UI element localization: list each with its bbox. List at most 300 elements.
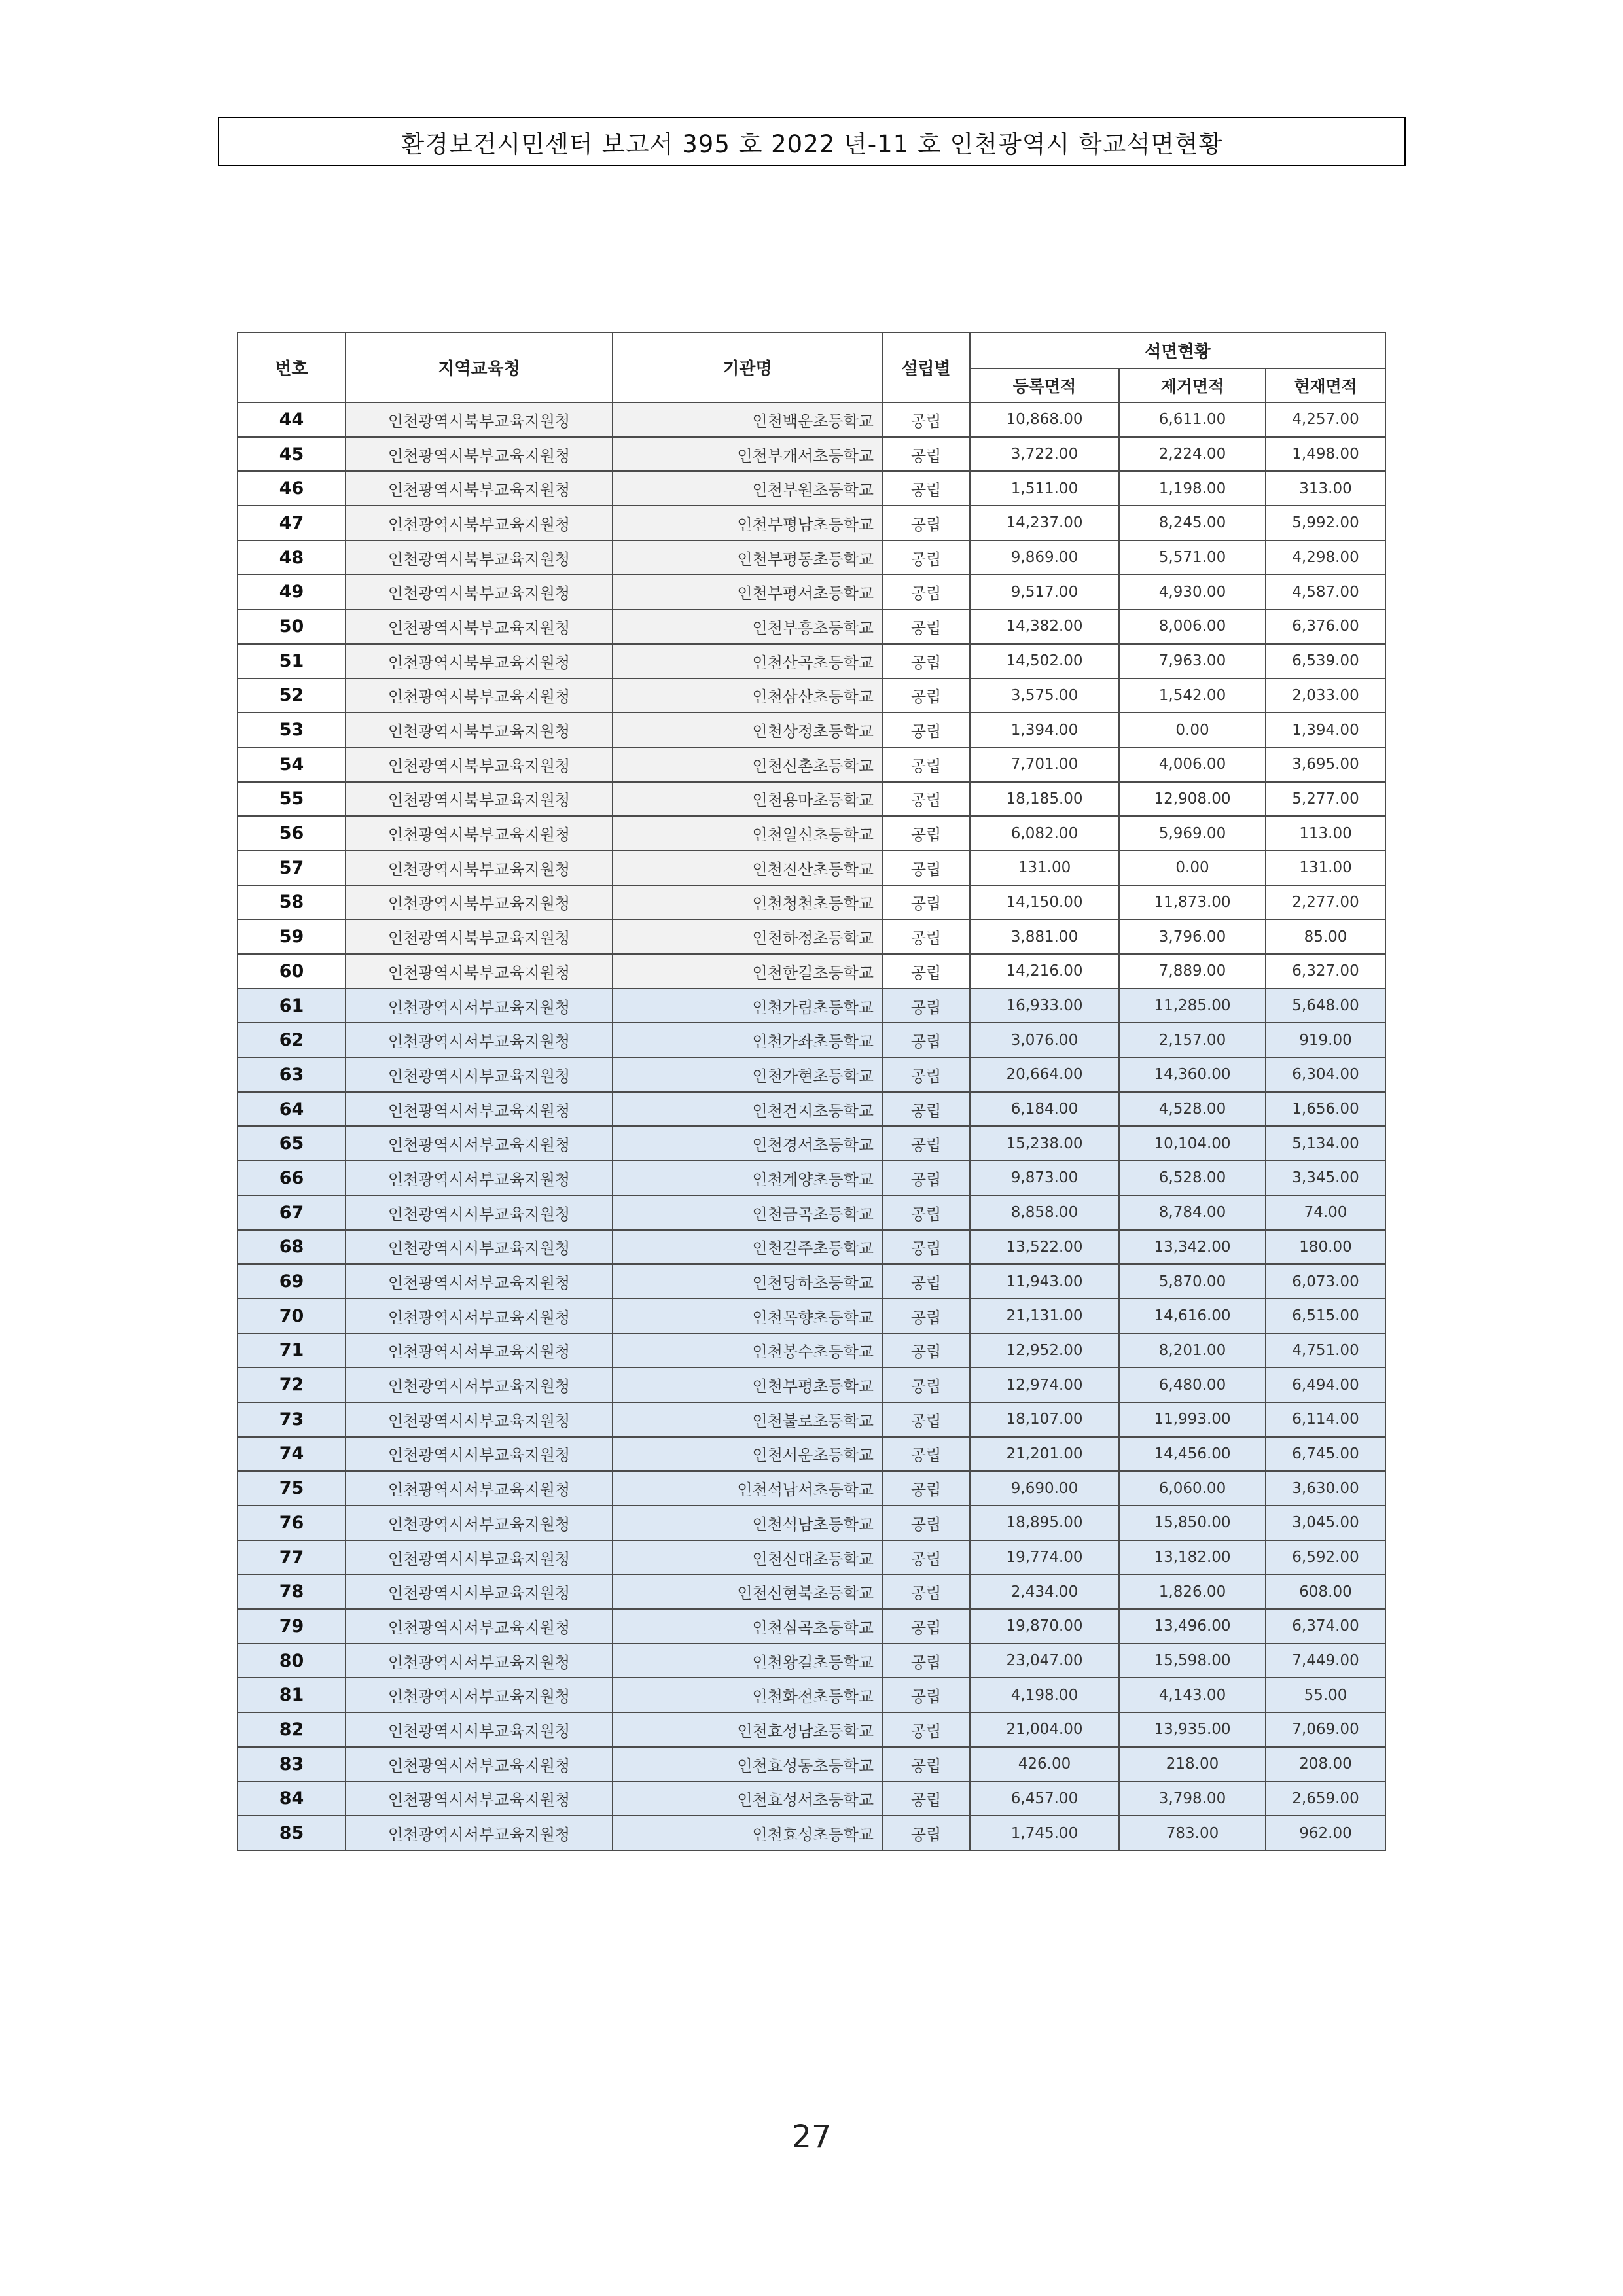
cell-school: 인천길주초등학교 [613,1230,882,1265]
col-header-school: 기관명 [613,332,882,402]
cell-current: 1,656.00 [1266,1092,1385,1127]
cell-no: 51 [238,644,346,679]
cell-registered: 6,082.00 [970,816,1119,851]
cell-no: 49 [238,574,346,609]
cell-registered: 9,517.00 [970,574,1119,609]
cell-office: 인천광역시서부교육지원청 [346,1574,613,1609]
cell-school: 인천부평남초등학교 [613,506,882,540]
cell-type: 공립 [882,1299,970,1333]
cell-registered: 12,974.00 [970,1368,1119,1402]
cell-current: 2,277.00 [1266,885,1385,920]
table-row [238,1230,1385,1265]
cell-registered: 21,131.00 [970,1299,1119,1333]
cell-school: 인천신대초등학교 [613,1540,882,1575]
cell-office: 인천광역시북부교육지원청 [346,747,613,782]
cell-registered: 21,004.00 [970,1712,1119,1747]
cell-removed: 218.00 [1119,1747,1266,1782]
cell-removed: 13,935.00 [1119,1712,1266,1747]
cell-registered: 18,107.00 [970,1402,1119,1437]
cell-current: 5,134.00 [1266,1126,1385,1161]
cell-registered: 10,868.00 [970,402,1119,437]
cell-no: 84 [238,1782,346,1816]
cell-current: 5,992.00 [1266,506,1385,540]
cell-registered: 9,873.00 [970,1161,1119,1195]
cell-no: 53 [238,713,346,747]
cell-type: 공립 [882,1574,970,1609]
cell-no: 57 [238,851,346,885]
table-row [238,747,1385,782]
cell-school: 인천백운초등학교 [613,402,882,437]
cell-removed: 8,245.00 [1119,506,1266,540]
cell-type: 공립 [882,747,970,782]
cell-registered: 14,237.00 [970,506,1119,540]
cell-current: 6,114.00 [1266,1402,1385,1437]
cell-office: 인천광역시서부교육지원청 [346,1712,613,1747]
cell-registered: 4,198.00 [970,1678,1119,1712]
cell-current: 7,449.00 [1266,1644,1385,1678]
cell-current: 962.00 [1266,1816,1385,1850]
cell-office: 인천광역시서부교육지원청 [346,1540,613,1575]
cell-school: 인천효성초등학교 [613,1816,882,1850]
table-row [238,1333,1385,1368]
cell-removed: 2,224.00 [1119,437,1266,472]
cell-school: 인천신촌초등학교 [613,747,882,782]
cell-office: 인천광역시서부교육지원청 [346,1782,613,1816]
cell-registered: 3,722.00 [970,437,1119,472]
cell-current: 4,751.00 [1266,1333,1385,1368]
cell-current: 6,374.00 [1266,1609,1385,1644]
cell-registered: 9,690.00 [970,1471,1119,1506]
cell-registered: 8,858.00 [970,1195,1119,1230]
cell-no: 77 [238,1540,346,1575]
table-row [238,782,1385,817]
cell-no: 55 [238,782,346,817]
table-row [238,609,1385,644]
cell-type: 공립 [882,1368,970,1402]
cell-current: 4,587.00 [1266,574,1385,609]
cell-no: 56 [238,816,346,851]
table-row [238,1057,1385,1092]
table-row [238,402,1385,437]
table-row [238,1126,1385,1161]
cell-office: 인천광역시서부교육지원청 [346,989,613,1023]
cell-current: 3,630.00 [1266,1471,1385,1506]
cell-school: 인천불로초등학교 [613,1402,882,1437]
cell-no: 63 [238,1057,346,1092]
cell-no: 65 [238,1126,346,1161]
col-header-office: 지역교육청 [346,332,613,402]
cell-school: 인천심곡초등학교 [613,1609,882,1644]
cell-office: 인천광역시북부교육지원청 [346,713,613,747]
cell-registered: 14,150.00 [970,885,1119,920]
cell-office: 인천광역시서부교육지원청 [346,1471,613,1506]
cell-registered: 13,522.00 [970,1230,1119,1265]
cell-type: 공립 [882,1712,970,1747]
cell-no: 68 [238,1230,346,1265]
cell-type: 공립 [882,1471,970,1506]
cell-type: 공립 [882,1264,970,1299]
cell-current: 6,745.00 [1266,1437,1385,1472]
cell-registered: 14,216.00 [970,954,1119,989]
cell-current: 2,659.00 [1266,1782,1385,1816]
cell-type: 공립 [882,1195,970,1230]
table-row [238,574,1385,609]
cell-current: 6,515.00 [1266,1299,1385,1333]
cell-type: 공립 [882,1678,970,1712]
cell-school: 인천삼산초등학교 [613,679,882,713]
cell-school: 인천당하초등학교 [613,1264,882,1299]
cell-removed: 3,798.00 [1119,1782,1266,1816]
cell-no: 45 [238,437,346,472]
cell-removed: 1,198.00 [1119,471,1266,506]
col-header-type: 설립별 [882,332,970,402]
cell-school: 인천하정초등학교 [613,919,882,954]
cell-type: 공립 [882,609,970,644]
cell-type: 공립 [882,782,970,817]
cell-type: 공립 [882,1747,970,1782]
cell-current: 5,648.00 [1266,989,1385,1023]
table-row [238,1816,1385,1850]
col-header-registered: 등록면적 [970,368,1119,402]
cell-school: 인천신현북초등학교 [613,1574,882,1609]
cell-no: 78 [238,1574,346,1609]
table-row [238,954,1385,989]
cell-no: 60 [238,954,346,989]
cell-current: 3,345.00 [1266,1161,1385,1195]
table-row [238,1747,1385,1782]
cell-current: 919.00 [1266,1023,1385,1057]
cell-removed: 6,528.00 [1119,1161,1266,1195]
cell-removed: 8,201.00 [1119,1333,1266,1368]
cell-type: 공립 [882,1506,970,1540]
cell-school: 인천석남초등학교 [613,1506,882,1540]
cell-registered: 14,502.00 [970,644,1119,679]
cell-no: 44 [238,402,346,437]
table-row [238,540,1385,575]
cell-school: 인천한길초등학교 [613,954,882,989]
cell-registered: 11,943.00 [970,1264,1119,1299]
report-title: 환경보건시민센터 보고서 395 호 2022 년-11 호 인천광역시 학교석면현황 [401,130,1223,158]
cell-office: 인천광역시서부교육지원청 [346,1506,613,1540]
table-row [238,1678,1385,1712]
cell-office: 인천광역시서부교육지원청 [346,1161,613,1195]
cell-office: 인천광역시북부교육지원청 [346,437,613,472]
cell-removed: 7,889.00 [1119,954,1266,989]
cell-no: 48 [238,540,346,575]
cell-no: 50 [238,609,346,644]
cell-current: 6,073.00 [1266,1264,1385,1299]
cell-office: 인천광역시북부교육지원청 [346,609,613,644]
table-row [238,1712,1385,1747]
cell-type: 공립 [882,989,970,1023]
cell-type: 공립 [882,1057,970,1092]
cell-office: 인천광역시북부교육지원청 [346,816,613,851]
cell-registered: 131.00 [970,851,1119,885]
cell-office: 인천광역시서부교육지원청 [346,1264,613,1299]
cell-school: 인천일신초등학교 [613,816,882,851]
table-row [238,1574,1385,1609]
cell-removed: 7,963.00 [1119,644,1266,679]
cell-current: 4,257.00 [1266,402,1385,437]
cell-no: 74 [238,1437,346,1472]
cell-removed: 4,006.00 [1119,747,1266,782]
cell-current: 6,494.00 [1266,1368,1385,1402]
table-row [238,1023,1385,1057]
cell-no: 79 [238,1609,346,1644]
table-row [238,1471,1385,1506]
cell-registered: 3,076.00 [970,1023,1119,1057]
cell-registered: 19,774.00 [970,1540,1119,1575]
table-body [238,402,1385,1850]
page-number: 27 [791,2119,832,2155]
cell-school: 인천부평동초등학교 [613,540,882,575]
cell-type: 공립 [882,1023,970,1057]
cell-type: 공립 [882,816,970,851]
cell-type: 공립 [882,1161,970,1195]
cell-removed: 14,360.00 [1119,1057,1266,1092]
cell-school: 인천계양초등학교 [613,1161,882,1195]
cell-no: 46 [238,471,346,506]
col-header-current: 현재면적 [1266,368,1385,402]
cell-type: 공립 [882,1402,970,1437]
cell-no: 59 [238,919,346,954]
cell-removed: 5,571.00 [1119,540,1266,575]
cell-type: 공립 [882,644,970,679]
cell-no: 70 [238,1299,346,1333]
cell-type: 공립 [882,885,970,920]
cell-school: 인천산곡초등학교 [613,644,882,679]
cell-no: 62 [238,1023,346,1057]
table-row [238,1092,1385,1127]
table-row [238,816,1385,851]
table-row [238,1782,1385,1816]
cell-removed: 13,182.00 [1119,1540,1266,1575]
cell-registered: 16,933.00 [970,989,1119,1023]
cell-registered: 15,238.00 [970,1126,1119,1161]
cell-type: 공립 [882,402,970,437]
cell-current: 313.00 [1266,471,1385,506]
cell-removed: 15,850.00 [1119,1506,1266,1540]
cell-school: 인천부흥초등학교 [613,609,882,644]
cell-office: 인천광역시서부교육지원청 [346,1644,613,1678]
cell-registered: 3,881.00 [970,919,1119,954]
cell-registered: 9,869.00 [970,540,1119,575]
cell-no: 83 [238,1747,346,1782]
table-row [238,1506,1385,1540]
cell-school: 인천상정초등학교 [613,713,882,747]
table-row [238,885,1385,920]
cell-office: 인천광역시서부교육지원청 [346,1747,613,1782]
cell-removed: 11,285.00 [1119,989,1266,1023]
cell-type: 공립 [882,954,970,989]
cell-school: 인천부평서초등학교 [613,574,882,609]
cell-office: 인천광역시서부교육지원청 [346,1437,613,1472]
cell-office: 인천광역시북부교육지원청 [346,954,613,989]
table-row [238,506,1385,540]
cell-office: 인천광역시북부교육지원청 [346,471,613,506]
table-row [238,471,1385,506]
cell-office: 인천광역시북부교육지원청 [346,644,613,679]
table-row [238,1644,1385,1678]
col-header-no: 번호 [238,332,346,402]
cell-type: 공립 [882,506,970,540]
cell-no: 75 [238,1471,346,1506]
table-row [238,1299,1385,1333]
cell-removed: 15,598.00 [1119,1644,1266,1678]
table-row [238,437,1385,472]
table-row [238,644,1385,679]
cell-current: 608.00 [1266,1574,1385,1609]
cell-removed: 10,104.00 [1119,1126,1266,1161]
cell-school: 인천부개서초등학교 [613,437,882,472]
cell-school: 인천부평초등학교 [613,1368,882,1402]
cell-office: 인천광역시서부교육지원청 [346,1057,613,1092]
cell-type: 공립 [882,1126,970,1161]
cell-school: 인천가림초등학교 [613,989,882,1023]
table-row [238,989,1385,1023]
cell-type: 공립 [882,437,970,472]
cell-no: 72 [238,1368,346,1402]
cell-office: 인천광역시서부교육지원청 [346,1195,613,1230]
cell-removed: 0.00 [1119,851,1266,885]
cell-office: 인천광역시북부교육지원청 [346,506,613,540]
table-row [238,919,1385,954]
cell-current: 208.00 [1266,1747,1385,1782]
table-row [238,1437,1385,1472]
cell-school: 인천가현초등학교 [613,1057,882,1092]
cell-current: 131.00 [1266,851,1385,885]
cell-type: 공립 [882,679,970,713]
cell-no: 69 [238,1264,346,1299]
cell-office: 인천광역시서부교육지원청 [346,1816,613,1850]
cell-registered: 6,457.00 [970,1782,1119,1816]
cell-registered: 1,511.00 [970,471,1119,506]
cell-no: 64 [238,1092,346,1127]
cell-type: 공립 [882,471,970,506]
cell-current: 6,592.00 [1266,1540,1385,1575]
cell-office: 인천광역시북부교육지원청 [346,919,613,954]
cell-school: 인천효성동초등학교 [613,1747,882,1782]
cell-type: 공립 [882,713,970,747]
cell-no: 73 [238,1402,346,1437]
cell-type: 공립 [882,1782,970,1816]
cell-removed: 1,542.00 [1119,679,1266,713]
cell-registered: 12,952.00 [970,1333,1119,1368]
cell-type: 공립 [882,574,970,609]
cell-office: 인천광역시서부교육지원청 [346,1023,613,1057]
cell-school: 인천부원초등학교 [613,471,882,506]
cell-type: 공립 [882,1333,970,1368]
cell-registered: 18,185.00 [970,782,1119,817]
cell-current: 3,695.00 [1266,747,1385,782]
cell-school: 인천가좌초등학교 [613,1023,882,1057]
table-row [238,1195,1385,1230]
table-row [238,1540,1385,1575]
cell-registered: 18,895.00 [970,1506,1119,1540]
cell-office: 인천광역시서부교육지원청 [346,1368,613,1402]
cell-school: 인천효성남초등학교 [613,1712,882,1747]
table-row [238,1402,1385,1437]
cell-removed: 4,930.00 [1119,574,1266,609]
cell-removed: 8,784.00 [1119,1195,1266,1230]
cell-registered: 21,201.00 [970,1437,1119,1472]
cell-removed: 11,993.00 [1119,1402,1266,1437]
cell-removed: 12,908.00 [1119,782,1266,817]
cell-removed: 6,480.00 [1119,1368,1266,1402]
cell-type: 공립 [882,540,970,575]
cell-current: 2,033.00 [1266,679,1385,713]
cell-current: 7,069.00 [1266,1712,1385,1747]
cell-no: 81 [238,1678,346,1712]
cell-type: 공립 [882,1609,970,1644]
cell-no: 54 [238,747,346,782]
cell-type: 공립 [882,1092,970,1127]
cell-school: 인천청천초등학교 [613,885,882,920]
cell-current: 5,277.00 [1266,782,1385,817]
cell-current: 6,539.00 [1266,644,1385,679]
cell-removed: 6,060.00 [1119,1471,1266,1506]
cell-office: 인천광역시북부교육지원청 [346,782,613,817]
cell-no: 47 [238,506,346,540]
cell-school: 인천효성서초등학교 [613,1782,882,1816]
table-row [238,851,1385,885]
cell-no: 85 [238,1816,346,1850]
cell-school: 인천용마초등학교 [613,782,882,817]
cell-registered: 426.00 [970,1747,1119,1782]
cell-type: 공립 [882,919,970,954]
table-row [238,713,1385,747]
cell-office: 인천광역시서부교육지원청 [346,1126,613,1161]
cell-type: 공립 [882,1816,970,1850]
cell-current: 4,298.00 [1266,540,1385,575]
cell-office: 인천광역시서부교육지원청 [346,1299,613,1333]
cell-school: 인천목향초등학교 [613,1299,882,1333]
cell-school: 인천건지초등학교 [613,1092,882,1127]
cell-school: 인천서운초등학교 [613,1437,882,1472]
table-row [238,679,1385,713]
cell-type: 공립 [882,1540,970,1575]
cell-school: 인천경서초등학교 [613,1126,882,1161]
cell-office: 인천광역시서부교육지원청 [346,1678,613,1712]
cell-registered: 6,184.00 [970,1092,1119,1127]
col-header-removed: 제거면적 [1119,368,1266,402]
cell-office: 인천광역시서부교육지원청 [346,1609,613,1644]
cell-current: 6,327.00 [1266,954,1385,989]
cell-removed: 13,496.00 [1119,1609,1266,1644]
table-row [238,1264,1385,1299]
cell-current: 180.00 [1266,1230,1385,1265]
cell-no: 61 [238,989,346,1023]
cell-removed: 6,611.00 [1119,402,1266,437]
cell-office: 인천광역시서부교육지원청 [346,1402,613,1437]
cell-current: 85.00 [1266,919,1385,954]
col-header-group: 석면현황 [970,332,1385,368]
cell-office: 인천광역시북부교육지원청 [346,851,613,885]
cell-registered: 1,745.00 [970,1816,1119,1850]
cell-office: 인천광역시북부교육지원청 [346,540,613,575]
cell-office: 인천광역시북부교육지원청 [346,679,613,713]
cell-no: 67 [238,1195,346,1230]
cell-current: 74.00 [1266,1195,1385,1230]
cell-current: 6,376.00 [1266,609,1385,644]
cell-removed: 3,796.00 [1119,919,1266,954]
cell-no: 82 [238,1712,346,1747]
asbestos-table [237,332,1386,1851]
cell-no: 80 [238,1644,346,1678]
cell-type: 공립 [882,851,970,885]
cell-no: 52 [238,679,346,713]
cell-no: 58 [238,885,346,920]
